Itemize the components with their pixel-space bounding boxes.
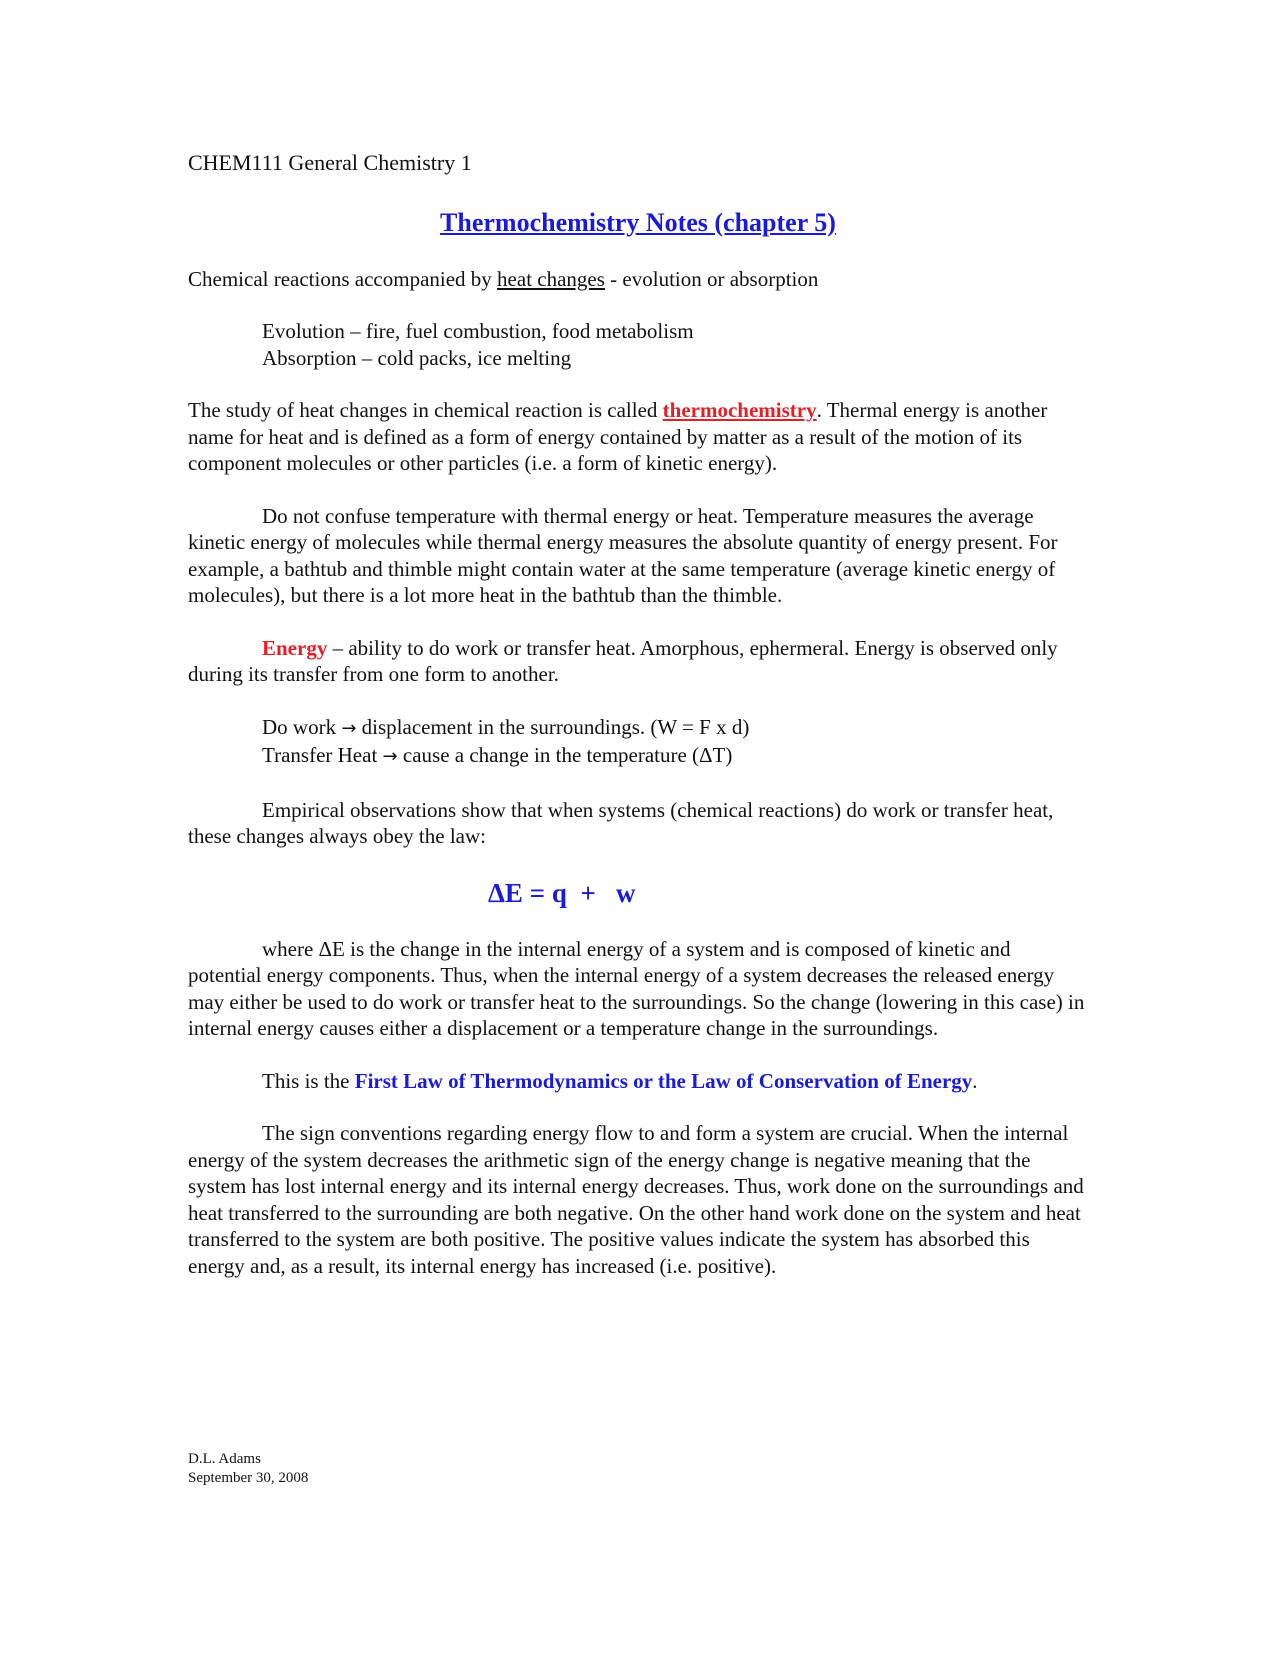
- absorption-example: Absorption – cold packs, ice melting: [262, 345, 572, 370]
- first-law-paragraph: [188, 1068, 1088, 1095]
- intro-text-after: - evolution or absorption: [604, 266, 819, 291]
- evolution-example: Evolution – fire, fuel combustion, food metabolism: [262, 319, 694, 343]
- footer-author: D.L. Adams: [188, 1451, 261, 1467]
- energy-definition: – ability to do work or transfer heat. Amorphous, ephermeral. Energy is observed only during its transfer from one form to another.: [188, 635, 1058, 686]
- thermochemistry-term: thermochemistry: [662, 398, 817, 422]
- internal-energy-paragraph: where ΔE is the change in the internal energy of a system and is composed of kinetic and potential energy components. Thus, when the internal energy of a system decreases the released energy may either be used to do work or transfer heat to the surroundings. So the change (lowering in this case) in internal energy causes either a displacement or a temperature change in the surroundings.: [188, 936, 1085, 1040]
- heat-description: cause a change in the temperature (ΔT): [397, 743, 733, 767]
- examples-list: [188, 318, 1088, 371]
- work-label: Do work: [262, 714, 342, 739]
- footer-date: September 30, 2008: [188, 1470, 309, 1486]
- first-law-text-after: .: [972, 1068, 978, 1093]
- right-arrow-icon: →: [341, 717, 357, 739]
- first-law-term: First Law of Thermodynamics or the Law of Conservation of Energy: [354, 1068, 973, 1093]
- energy-paragraph: [188, 635, 1088, 688]
- right-arrow-icon: →: [382, 746, 398, 767]
- first-law-text-before: This is the: [262, 1068, 355, 1093]
- temperature-paragraph: Do not confuse temperature with thermal energy or heat. Temperature measures the average kinetic energy of molecules while thermal energy measures the absolute quantity of energy present. For example, a bathtub and thimble might contain water at the same temperature (average kinetic energy of molecules), but there is a lot more heat in the bathtub than the thimble.: [188, 503, 1058, 607]
- thermo-text-after: . Thermal energy is another name for heat and is defined as a form of energy contained by matter as a result of the motion of its component molecules or other particles (i.e. a form of kinetic energy).: [188, 398, 1048, 475]
- document-footer: [188, 1450, 308, 1488]
- intro-text-before: Chemical reactions accompanied by: [188, 266, 498, 291]
- empirical-paragraph: Empirical observations show that when systems (chemical reactions) do work or transfer heat, these changes always obey the law:: [188, 797, 1054, 848]
- thermochemistry-paragraph: [188, 397, 1088, 477]
- first-law-equation: ΔE = q + w: [488, 877, 636, 908]
- intro-paragraph: [188, 266, 1088, 293]
- work-heat-list: [188, 714, 1088, 771]
- page-title: Thermochemistry Notes (chapter 5): [440, 207, 836, 237]
- work-description: displacement in the surroundings. (W = F x d): [356, 714, 750, 739]
- sign-convention-paragraph: The sign conventions regarding energy flow to and form a system are crucial. When the internal energy of the system decreases the arithmetic sign of the energy change is negative meaning that the system has lost internal energy and its internal energy decreases. Thus, work done on the surroundings and heat transferred to the surrounding are both negative. On the other hand work done on the system and heat transferred to the system are both positive. The positive values indicate the system has absorbed this energy and, as a result, its internal energy has increased (i.e. positive).: [188, 1121, 1084, 1278]
- course-heading: CHEM111 General Chemistry 1: [188, 150, 472, 175]
- thermo-text-before: The study of heat changes in chemical reaction is called: [188, 398, 663, 422]
- energy-term: Energy: [262, 635, 328, 660]
- heat-line: [262, 742, 1088, 771]
- document-page: [188, 150, 1088, 1279]
- heat-changes-term: heat changes: [497, 266, 605, 291]
- heat-label: Transfer Heat: [262, 743, 383, 767]
- work-line: [262, 714, 1088, 743]
